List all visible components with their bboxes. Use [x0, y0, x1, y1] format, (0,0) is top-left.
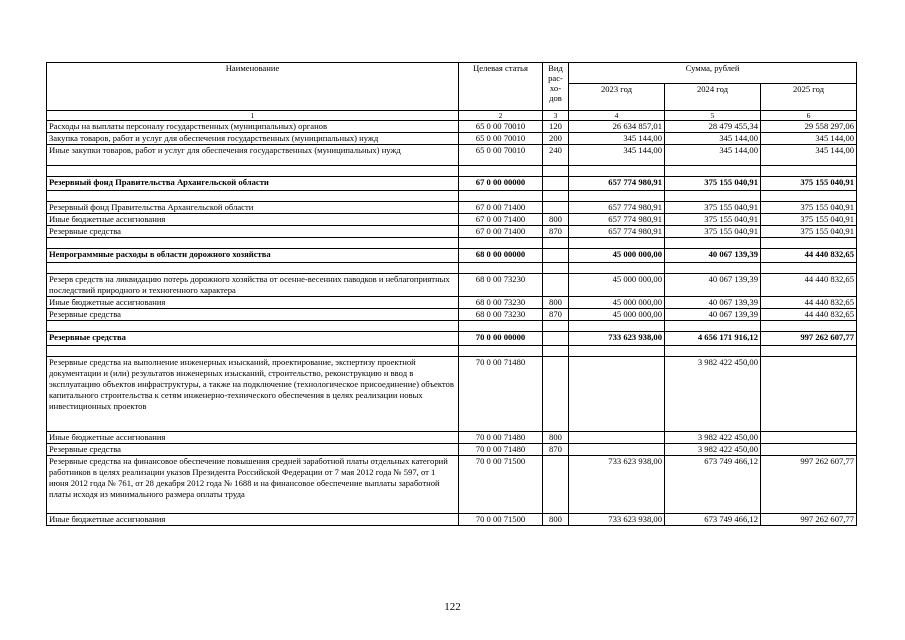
row-type: 870 [543, 226, 569, 238]
row-name: Резервный фонд Правительства Архангельской области [47, 177, 459, 191]
row-2023: 733 623 938,00 [569, 514, 665, 526]
header-2023: 2023 год [569, 84, 665, 111]
row-2024: 345 144,00 [665, 145, 761, 166]
row-name: Закупка товаров, работ и услуг для обеспечения государственных (муниципальных) нужд [47, 133, 459, 145]
row-2025: 44 440 832,65 [761, 274, 857, 297]
row-code: 68 0 00 00000 [459, 249, 543, 263]
row-2025: 375 155 040,91 [761, 226, 857, 238]
row-2024: 40 067 139,39 [665, 309, 761, 321]
row-2025 [761, 263, 857, 274]
row-name: Резервные средства [47, 332, 459, 346]
row-2025 [761, 166, 857, 177]
table-row [47, 332, 857, 346]
row-code: 65 0 00 70010 [459, 145, 543, 166]
row-2024: 345 144,00 [665, 133, 761, 145]
row-2025 [761, 191, 857, 202]
row-type: 800 [543, 297, 569, 309]
row-code: 65 0 00 70010 [459, 121, 543, 133]
row-2023: 733 623 938,00 [569, 456, 665, 514]
row-2024: 673 749 466,12 [665, 456, 761, 514]
row-name: Резервные средства на финансовое обеспечение повышения средней заработной платы отдельных категорий работников в целях реализации указов Президента Российской Федерации от 7 мая 2012 года № 597, от 1 июня 2012 года № 761, от 28 декабря 2012 года № 1688 и на финансовое обеспечение выплаты заработной платы исходя из минимального размера оплаты труда [47, 456, 459, 514]
row-2025 [761, 321, 857, 332]
row-2023: 26 634 857,01 [569, 121, 665, 133]
table-row [47, 238, 857, 249]
row-2024: 4 656 171 916,12 [665, 332, 761, 346]
row-name: Иные бюджетные ассигнования [47, 514, 459, 526]
table-row [47, 133, 857, 145]
table-row [47, 191, 857, 202]
row-2024 [665, 238, 761, 249]
header-name: Наименование [47, 63, 459, 111]
row-2023 [569, 321, 665, 332]
row-2025: 44 440 832,65 [761, 297, 857, 309]
row-2024: 40 067 139,39 [665, 249, 761, 263]
row-2024: 3 982 422 450,00 [665, 444, 761, 456]
row-type [543, 274, 569, 297]
row-name: Непрограммные расходы в области дорожного хозяйства [47, 249, 459, 263]
row-name [47, 346, 459, 357]
row-name: Резервные средства на выполнение инженерных изысканий, проектирование, экспертизу проектной документации и (или) результатов инженерных изысканий, строительство, реконструкцию и ввод в эксплуатацию объектов инфраструктуры, а также на подключение (технологическое присоединение) объектов капитального строительства к сетям инженерно-технического обеспечения в целях реализации новых инвестиционных проектов [47, 357, 459, 432]
row-2024: 375 155 040,91 [665, 214, 761, 226]
row-2025 [761, 346, 857, 357]
table-row [47, 274, 857, 297]
table-row [47, 357, 857, 432]
row-code: 70 0 00 71480 [459, 432, 543, 444]
row-2023: 45 000 000,00 [569, 309, 665, 321]
row-2025 [761, 432, 857, 444]
table-row [47, 145, 857, 166]
row-2025: 997 262 607,77 [761, 514, 857, 526]
row-name: Иные бюджетные ассигнования [47, 214, 459, 226]
row-type [543, 177, 569, 191]
header-type: Вид рас-хо-дов [543, 63, 569, 111]
row-2023 [569, 444, 665, 456]
row-code: 68 0 00 73230 [459, 297, 543, 309]
row-2024 [665, 191, 761, 202]
row-2025: 997 262 607,77 [761, 332, 857, 346]
row-type: 870 [543, 444, 569, 456]
row-code [459, 263, 543, 274]
row-2024: 375 155 040,91 [665, 177, 761, 191]
row-2025 [761, 444, 857, 456]
row-2023: 45 000 000,00 [569, 297, 665, 309]
header-2024: 2024 год [665, 84, 761, 111]
row-name [47, 238, 459, 249]
row-type [543, 191, 569, 202]
row-2023: 657 774 980,91 [569, 177, 665, 191]
row-type [543, 357, 569, 432]
row-2024 [665, 263, 761, 274]
row-code: 65 0 00 70010 [459, 133, 543, 145]
row-code: 70 0 00 71480 [459, 444, 543, 456]
row-2025: 997 262 607,77 [761, 456, 857, 514]
row-2023 [569, 166, 665, 177]
row-name [47, 191, 459, 202]
index-cell: 6 [761, 111, 857, 121]
table-row [47, 121, 857, 133]
row-2024 [665, 321, 761, 332]
table-row [47, 263, 857, 274]
header-target: Целевая статья [459, 63, 543, 111]
row-2023 [569, 191, 665, 202]
row-code: 70 0 00 71500 [459, 514, 543, 526]
row-code: 67 0 00 71400 [459, 202, 543, 214]
row-2024 [665, 346, 761, 357]
index-cell: 2 [459, 111, 543, 121]
row-code: 68 0 00 73230 [459, 309, 543, 321]
row-2023 [569, 263, 665, 274]
row-2024: 28 479 455,34 [665, 121, 761, 133]
row-type: 870 [543, 309, 569, 321]
row-type: 200 [543, 133, 569, 145]
index-cell: 3 [543, 111, 569, 121]
row-type [543, 238, 569, 249]
row-type: 800 [543, 214, 569, 226]
row-name: Резервные средства [47, 444, 459, 456]
row-code: 67 0 00 71400 [459, 226, 543, 238]
row-2024: 375 155 040,91 [665, 226, 761, 238]
row-name: Расходы на выплаты персоналу государственных (муниципальных) органов [47, 121, 459, 133]
index-cell: 5 [665, 111, 761, 121]
row-code: 68 0 00 73230 [459, 274, 543, 297]
table-row [47, 432, 857, 444]
row-code: 70 0 00 71480 [459, 357, 543, 432]
row-2023 [569, 357, 665, 432]
row-2024: 3 982 422 450,00 [665, 432, 761, 444]
row-name [47, 263, 459, 274]
row-type [543, 456, 569, 514]
row-code: 70 0 00 00000 [459, 332, 543, 346]
budget-table [46, 62, 857, 526]
table-row [47, 202, 857, 214]
row-2025: 29 558 297,06 [761, 121, 857, 133]
table-row [47, 297, 857, 309]
table-row [47, 249, 857, 263]
row-2023: 45 000 000,00 [569, 274, 665, 297]
table-row [47, 226, 857, 238]
row-code [459, 346, 543, 357]
row-2025: 375 155 040,91 [761, 214, 857, 226]
row-2023: 345 144,00 [569, 133, 665, 145]
row-2025: 44 440 832,65 [761, 309, 857, 321]
row-code [459, 191, 543, 202]
index-cell: 1 [47, 111, 459, 121]
row-name: Иные закупки товаров, работ и услуг для обеспечения государственных (муниципальных) нужд [47, 145, 459, 166]
table-row [47, 456, 857, 514]
row-2025: 345 144,00 [761, 145, 857, 166]
row-code: 67 0 00 71400 [459, 214, 543, 226]
row-name: Резервные средства [47, 226, 459, 238]
row-2024: 673 749 466,12 [665, 514, 761, 526]
row-code: 70 0 00 71500 [459, 456, 543, 514]
row-2024: 3 982 422 450,00 [665, 357, 761, 432]
row-code [459, 238, 543, 249]
row-type [543, 249, 569, 263]
row-2025 [761, 238, 857, 249]
row-2023: 733 623 938,00 [569, 332, 665, 346]
row-2025: 345 144,00 [761, 133, 857, 145]
table-row [47, 166, 857, 177]
row-type: 240 [543, 145, 569, 166]
table-row [47, 346, 857, 357]
row-type [543, 263, 569, 274]
row-2025 [761, 357, 857, 432]
row-type [543, 332, 569, 346]
page-number: 122 [444, 601, 461, 613]
row-2023: 345 144,00 [569, 145, 665, 166]
row-type [543, 166, 569, 177]
row-name: Резервные средства [47, 309, 459, 321]
row-name: Иные бюджетные ассигнования [47, 432, 459, 444]
row-type [543, 321, 569, 332]
header-sum: Сумма, рублей [569, 63, 857, 84]
row-2023: 657 774 980,91 [569, 214, 665, 226]
table-row [47, 321, 857, 332]
row-2024: 375 155 040,91 [665, 202, 761, 214]
row-name: Иные бюджетные ассигнования [47, 297, 459, 309]
table-row [47, 177, 857, 191]
table-row [47, 309, 857, 321]
row-2023: 657 774 980,91 [569, 226, 665, 238]
row-2023 [569, 238, 665, 249]
row-type: 800 [543, 514, 569, 526]
row-2025: 375 155 040,91 [761, 202, 857, 214]
row-type [543, 202, 569, 214]
row-2025: 44 440 832,65 [761, 249, 857, 263]
row-2024: 40 067 139,39 [665, 274, 761, 297]
row-code [459, 321, 543, 332]
row-name [47, 166, 459, 177]
row-code [459, 166, 543, 177]
header-2025: 2025 год [761, 84, 857, 111]
row-2024: 40 067 139,39 [665, 297, 761, 309]
table-row [47, 444, 857, 456]
row-2023 [569, 346, 665, 357]
row-2023: 45 000 000,00 [569, 249, 665, 263]
row-name: Резервный фонд Правительства Архангельской области [47, 202, 459, 214]
row-2025: 375 155 040,91 [761, 177, 857, 191]
row-2024 [665, 166, 761, 177]
row-2023 [569, 432, 665, 444]
table-row [47, 514, 857, 526]
row-name: Резерв средств на ликвидацию потерь дорожного хозяйства от осенне-весенних паводков и неблагоприятных последствий природного и техногенного характера [47, 274, 459, 297]
row-type: 800 [543, 432, 569, 444]
row-name [47, 321, 459, 332]
index-cell: 4 [569, 111, 665, 121]
row-type: 120 [543, 121, 569, 133]
row-code: 67 0 00 00000 [459, 177, 543, 191]
table-row [47, 214, 857, 226]
row-2023: 657 774 980,91 [569, 202, 665, 214]
row-type [543, 346, 569, 357]
